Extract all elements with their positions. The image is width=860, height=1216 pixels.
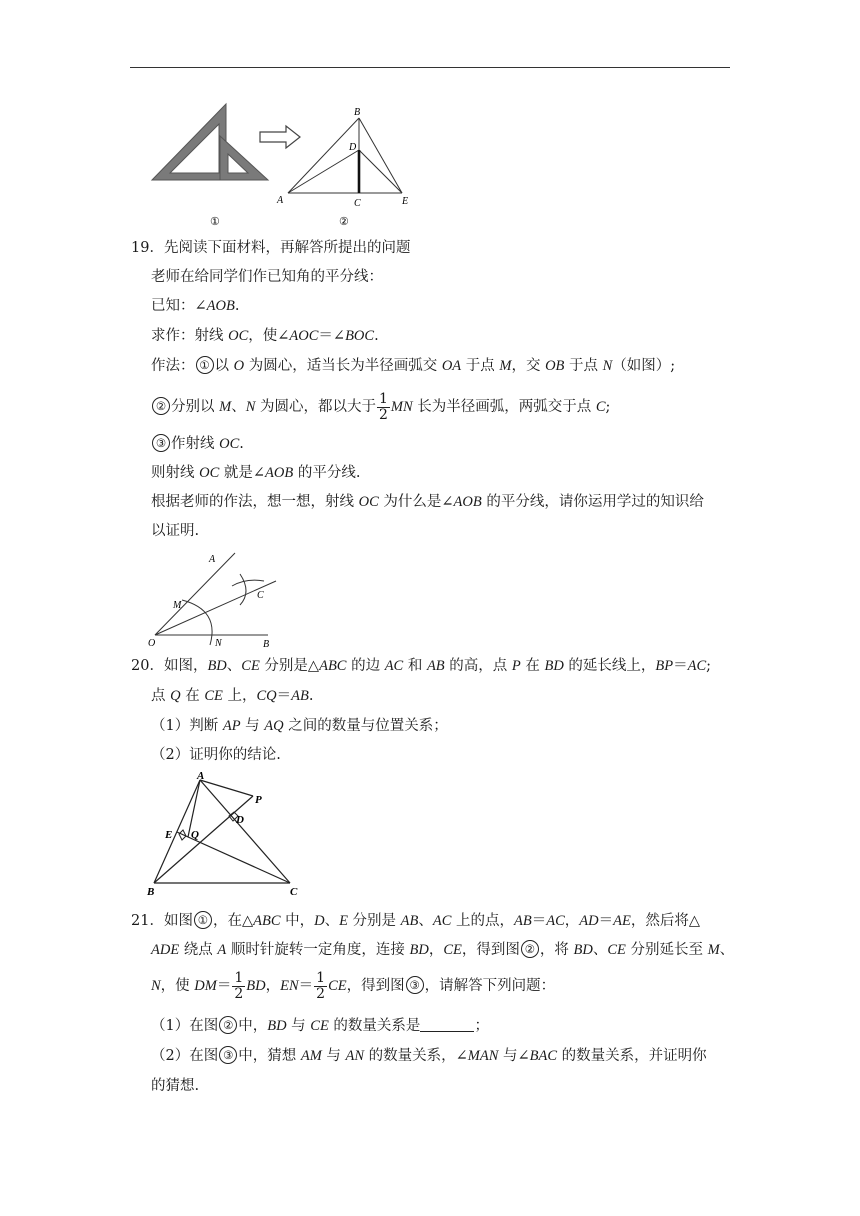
q19-line1: 老师在给同学们作已知角的平分线： xyxy=(151,269,383,285)
figure-1-label: ① xyxy=(210,216,220,228)
q21-line4: （1）在图 ② 中，BD 与 CE 的数量关系是 ； xyxy=(151,1018,489,1034)
point-a-label: A xyxy=(277,195,284,206)
q21-line3: N，使 DM＝ $\frac{1}{2}$ BD，EN＝ $\frac{1}{2}$ CE，得到图 ③ ，请解答下列问题： xyxy=(151,969,556,1002)
q19-line2: 已知：∠AOB. xyxy=(151,298,240,314)
point-o-label: O xyxy=(148,638,156,649)
point-d-label: D xyxy=(236,814,244,826)
q21-line5: （2）在图 ③ 中，猜想 AM 与 AN 的数量关系，∠MAN 与∠BAC 的数量关系，并证明你 xyxy=(151,1048,707,1064)
q19-title: 19．先阅读下面材料，再解答所提出的问题 xyxy=(131,240,411,256)
angle-bisector-figure xyxy=(140,548,290,650)
point-b-label: B xyxy=(354,107,361,118)
q19-line5: ② 分别以 M、N 为圆心，都以大于 $\frac{1}{2}$ MN 长为半径画弧，两弧交于点 C; xyxy=(151,388,610,426)
answer-blank[interactable] xyxy=(420,1017,474,1032)
point-m-label: M xyxy=(173,600,182,611)
q20-line1: 20．如图，BD、CE 分别是△ABC 的边 AC 和 AB 的高，点 P 在 BD 的延长线上，BP＝AC; xyxy=(131,658,712,674)
q20-line4: （2）证明你的结论. xyxy=(151,747,281,763)
q20-line3: （1）判断 AP 与 AQ 之间的数量与位置关系； xyxy=(151,718,448,734)
fraction-half: $\frac{1}{2}$ xyxy=(316,969,326,1002)
figure-2-label: ② xyxy=(339,216,349,228)
point-c-label: C xyxy=(354,198,361,209)
set-square-figure xyxy=(140,100,430,230)
q19-line3: 求作：射线 OC，使∠AOC＝∠BOC. xyxy=(151,328,379,344)
point-c-label: C xyxy=(257,590,264,601)
q21-line6: 的猜想. xyxy=(151,1078,200,1094)
q19-line9: 以证明. xyxy=(151,523,200,539)
point-a-label: A xyxy=(197,770,205,782)
point-b-label: B xyxy=(263,639,270,650)
q19-line7: 则射线 OC 就是∠AOB 的平分线. xyxy=(151,465,361,481)
point-e-label: E xyxy=(402,196,409,207)
q19-line4: 作法： ① 以 O 为圆心，适当长为半径画弧交 OA 于点 M，交 OB 于点 N（如图）; xyxy=(151,358,676,374)
point-n-label: N xyxy=(215,638,222,649)
point-d-label: D xyxy=(349,142,357,153)
triangle-altitudes-figure xyxy=(140,768,310,898)
fraction-half: $\frac{1}{2}$ xyxy=(378,390,388,423)
q21-line1: 21．如图 ① ，在△ABC 中，D、E 分别是 AB、AC 上的点，AB＝AC，AD＝AE，然后将△ xyxy=(131,913,700,929)
q19-line6: ③ 作射线 OC. xyxy=(151,434,244,454)
header-rule xyxy=(130,67,730,68)
q20-line2: 点 Q 在 CE 上，CQ＝AB. xyxy=(151,688,314,704)
point-e-label: E xyxy=(165,829,173,841)
point-b-label: B xyxy=(147,886,155,898)
q19-line8: 根据老师的作法，想一想，射线 OC 为什么是∠AOB 的平分线，请你运用学过的知识给 xyxy=(151,494,704,510)
point-a-label: A xyxy=(209,554,216,565)
fraction-half: $\frac{1}{2}$ xyxy=(234,969,244,1002)
point-q-label: Q xyxy=(191,829,199,841)
point-c-label: C xyxy=(290,886,298,898)
q21-line2: ADE 绕点 A 顺时针旋转一定角度，连接 BD，CE，得到图 ② ，将 BD、CE 分别延长至 M、 xyxy=(151,942,735,958)
point-p-label: P xyxy=(255,794,262,806)
